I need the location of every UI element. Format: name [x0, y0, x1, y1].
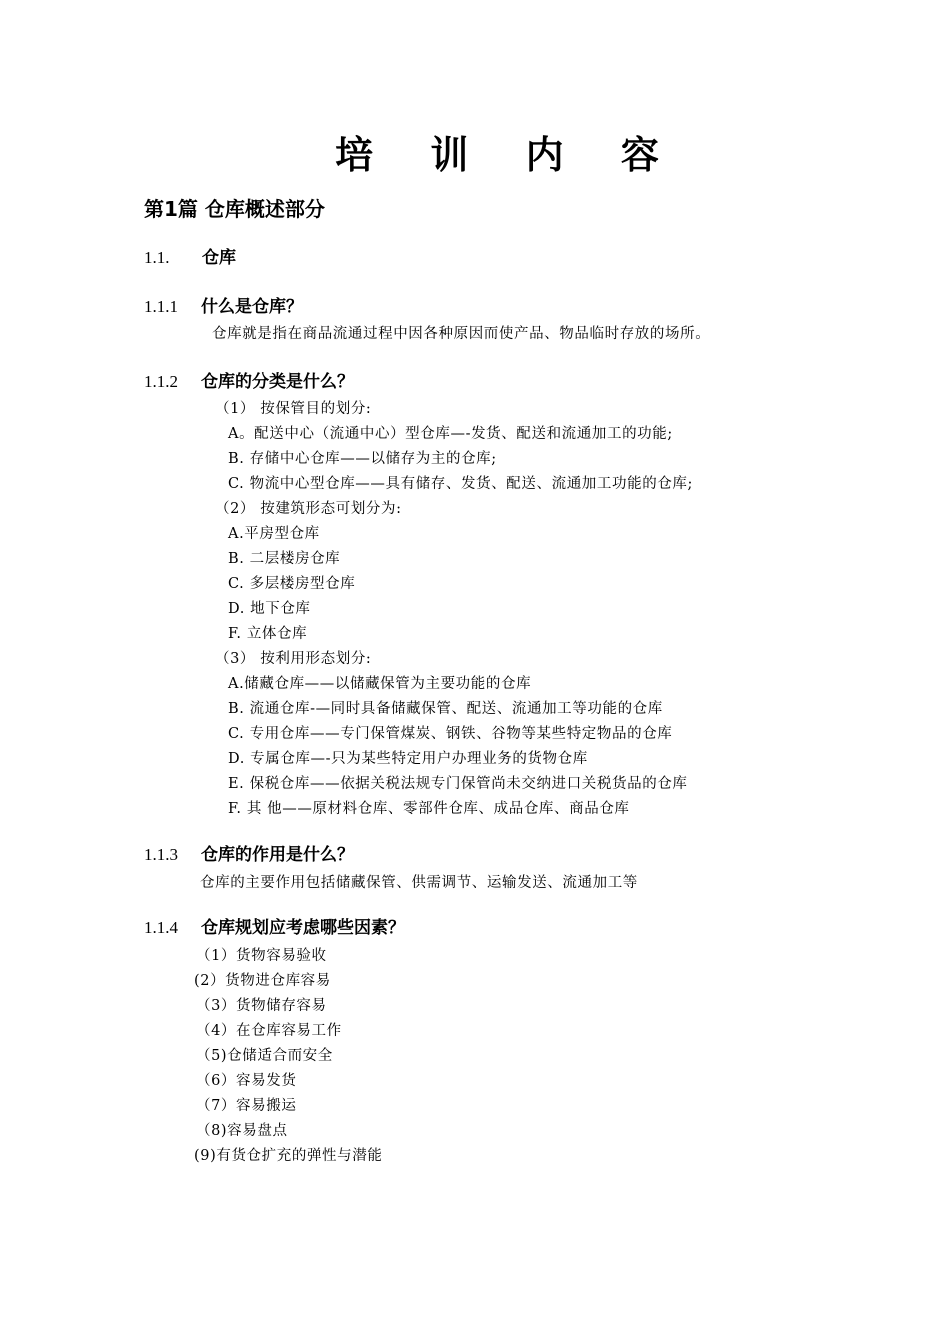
list-item: （7）容易搬运	[196, 1098, 297, 1114]
list-item: B. 存储中心仓库——以储存为主的仓库;	[228, 451, 497, 467]
list-item: B. 流通仓库-—同时具备储藏保管、配送、流通加工等功能的仓库	[228, 701, 663, 717]
section-1-1-3-heading	[144, 840, 354, 865]
part-heading: 第1篇 仓库概述部分	[144, 197, 325, 221]
list-item: A.储藏仓库——以储藏保管为主要功能的仓库	[228, 676, 532, 692]
group-heading: （1） 按保管目的划分:	[215, 401, 372, 417]
section-label: 仓库	[202, 248, 236, 268]
section-label: 仓库的分类是什么？	[201, 372, 354, 392]
list-item: D. 专属仓库—-只为某些特定用户办理业务的货物仓库	[228, 751, 588, 767]
page-title: 培 训 内 容	[335, 133, 681, 177]
list-item: （4）在仓库容易工作	[196, 1023, 342, 1039]
list-item: （8)容易盘点	[196, 1123, 288, 1139]
list-item: （6）容易发货	[196, 1073, 297, 1089]
function-paragraph: 仓库的主要作用包括储藏保管、供需调节、运输发送、流通加工等	[200, 875, 638, 891]
section-label: 什么是仓库？	[201, 297, 303, 317]
group-heading: （3） 按利用形态划分:	[215, 651, 372, 667]
section-label: 仓库的作用是什么？	[201, 845, 354, 865]
list-item: F. 立体仓库	[228, 626, 308, 642]
section-1-1-heading	[144, 243, 236, 268]
list-item: A.平房型仓库	[228, 526, 320, 542]
list-item: E. 保税仓库——依据关税法规专门保管尚未交纳进口关税货品的仓库	[228, 776, 688, 792]
section-number: 1.1.3	[144, 845, 178, 864]
list-item: C. 物流中心型仓库——具有储存、发货、配送、流通加工功能的仓库;	[228, 476, 693, 492]
list-item: （1）货物容易验收	[196, 948, 327, 964]
list-item: (9)有货仓扩充的弹性与潜能	[194, 1148, 383, 1164]
section-1-1-2-heading	[144, 367, 354, 392]
section-1-1-1-heading	[144, 292, 303, 317]
list-item: F. 其 他——原材料仓库、零部件仓库、成品仓库、商品仓库	[228, 801, 630, 817]
section-number: 1.1.	[144, 248, 170, 267]
list-item: （3）货物储存容易	[196, 998, 327, 1014]
list-item: C. 专用仓库——专门保管煤炭、钢铁、谷物等某些特定物品的仓库	[228, 726, 673, 742]
list-item: A。配送中心（流通中心）型仓库—-发货、配送和流通加工的功能;	[228, 426, 673, 442]
list-item: B. 二层楼房仓库	[228, 551, 341, 567]
group-heading: （2） 按建筑形态可划分为:	[215, 501, 402, 517]
section-number: 1.1.1	[144, 297, 178, 316]
section-1-1-4-heading	[144, 913, 405, 938]
list-item: (2）货物进仓库容易	[194, 973, 331, 989]
section-number: 1.1.4	[144, 918, 178, 937]
list-item: （5)仓储适合而安全	[196, 1048, 333, 1064]
section-number: 1.1.2	[144, 372, 178, 391]
definition-paragraph: 仓库就是指在商品流通过程中因各种原因而使产品、物品临时存放的场所。	[212, 326, 711, 342]
list-item: C. 多层楼房型仓库	[228, 576, 356, 592]
section-label: 仓库规划应考虑哪些因素？	[201, 918, 405, 938]
list-item: D. 地下仓库	[228, 601, 311, 617]
